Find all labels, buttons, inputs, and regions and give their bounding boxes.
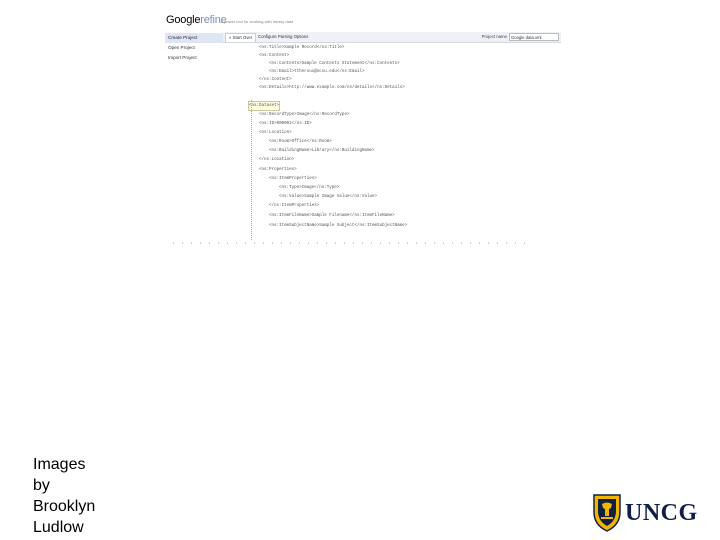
xml-line: <ns:Room>Office</ns:Room> <box>269 140 332 144</box>
logo-product: refine <box>200 14 227 26</box>
xml-line: <ns:ItemSubjectName>Sample Subject</ns:ItemSubjectName> <box>269 224 408 228</box>
uncg-logo <box>592 492 702 534</box>
sidebar-item-import-project[interactable]: Import Project <box>168 55 197 60</box>
project-name-label: Project name <box>481 34 507 40</box>
refine-screenshot <box>163 10 563 246</box>
sidebar-item-open-project[interactable]: Open Project <box>168 45 195 50</box>
credit-line: Ludlow <box>33 519 84 536</box>
xml-line: <ns:RecordType>Image</ns:RecordType> <box>259 113 350 117</box>
xml-line: <ns:Title>Sample Record</ns:Title> <box>259 46 345 50</box>
brand-name: UNCG <box>625 500 698 526</box>
credit-line: Brooklyn <box>33 498 96 515</box>
sidebar-item-create-project[interactable]: Create Project <box>165 33 223 43</box>
xml-line: </ns:Location> <box>259 158 295 162</box>
google-refine-logo <box>166 14 227 26</box>
xml-line: <ns:Details>http://www.example.com/ns/details</ns:Details> <box>259 86 405 90</box>
xml-line: <ns:BuildingName>Library</ns:BuildingName> <box>269 149 375 153</box>
xml-line: <ns:Contents>Sample Contents Statement</ns:Contents> <box>269 62 400 66</box>
tab-configure-parsing[interactable]: Configure Parsing Options <box>258 34 309 39</box>
app-tagline: a power tool for working with messy data <box>221 19 294 24</box>
xml-line: <ns:Location> <box>259 131 292 135</box>
xml-line: <ns:Value>Sample Image Value</ns:Value> <box>279 195 378 199</box>
project-name-input[interactable] <box>509 33 559 41</box>
xml-line-selected[interactable]: <ns:Dataset> <box>249 104 280 108</box>
cropped-row-edge <box>173 242 533 244</box>
project-name-group <box>482 33 559 41</box>
credit-line: by <box>33 477 50 494</box>
image-credit <box>33 454 95 538</box>
xml-line: <ns:ID>000001</ns:ID> <box>259 122 312 126</box>
xml-line: <ns:ItemProperties> <box>269 177 317 181</box>
tab-start-over[interactable]: « Start Over <box>225 33 256 42</box>
xml-line: <ns:ItemFileName>Sample Filename</ns:ItemFileName> <box>269 214 395 218</box>
xml-line: </ns:Content> <box>259 78 292 82</box>
credit-line: Images <box>33 456 86 473</box>
xml-line: </ns:ItemProperties> <box>269 204 320 208</box>
xml-line: <ns:Email>ttheroux@ncsu.edu</ns:Email> <box>269 70 365 74</box>
logo-brand: Google <box>166 14 201 26</box>
xml-line: <ns:Content> <box>259 54 290 58</box>
xml-preview <box>223 42 561 246</box>
xml-line: <ns:Type>Image</ns:Type> <box>279 186 340 190</box>
xml-line: <ns:Properties> <box>259 168 297 172</box>
spartan-shield-icon <box>592 492 622 532</box>
indent-guide <box>251 100 253 240</box>
sidebar <box>165 33 223 63</box>
